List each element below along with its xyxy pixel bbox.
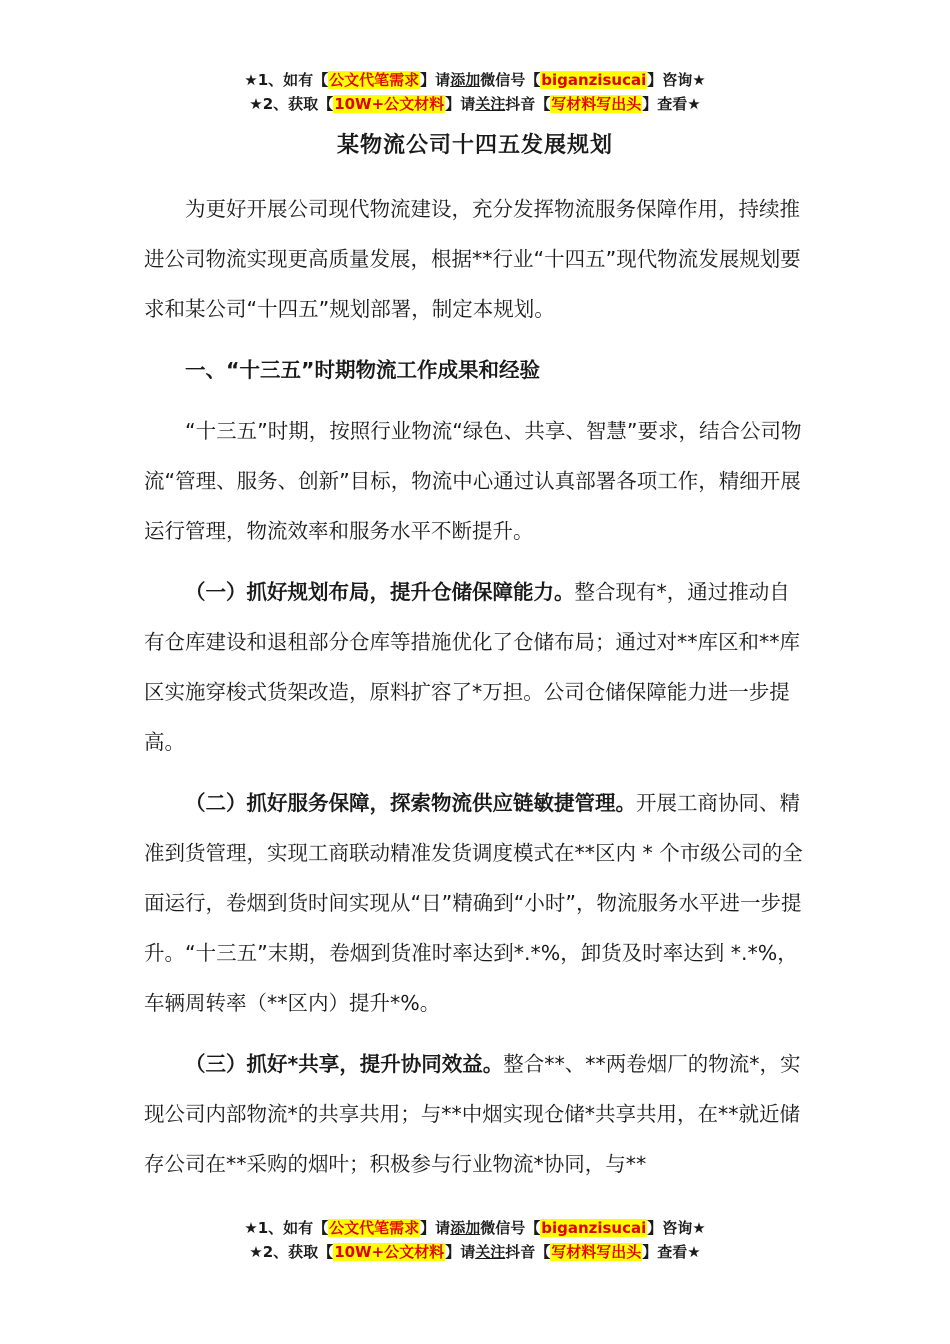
banner-text: 微信号【 <box>480 71 541 89</box>
banner-text: 】请 <box>420 1219 451 1237</box>
intro-paragraph: 为更好开展公司现代物流建设，充分发挥物流服务保障作用，持续推进公司物流实现更高质量发展，根据**行业“十四五”现代物流发展规划要求和某公司“十四五”规划部署，制定本规划。 <box>144 197 801 321</box>
banner-douyin-id: 写材料写出头 <box>551 1243 642 1261</box>
banner-line-2 <box>0 92 950 116</box>
banner-text: ★1、如有【 <box>244 71 329 89</box>
banner-wechat-id: biganzisucai <box>541 71 647 89</box>
item-lead: （三）抓好*共享，提升协同效益。 <box>185 1052 504 1076</box>
banner-text: 】查看★ <box>642 95 701 113</box>
document-title: 某物流公司十四五发展规划 <box>336 133 613 158</box>
banner-highlight: 10W+公文材料 <box>334 1243 445 1261</box>
banner-highlight: 公文代笔需求 <box>329 71 420 89</box>
banner-underline: 关注 <box>475 95 506 113</box>
banner-text: 】咨询★ <box>647 71 706 89</box>
item-text: 开展工商协同、精准到货管理，实现工商联动精准发货调度模式在**区内 * 个市级公司的全面运行，卷烟到货时间实现从“日”精确到“小时”，物流服务水平进一步提升。“十三五”末期，卷烟到货准时率达到*.*%，卸货及时率达到 *.*%，车辆周转率（**区内）提升*%。 <box>144 791 803 1015</box>
item-lead: （二）抓好服务保障，探索物流供应链敏捷管理。 <box>185 791 636 815</box>
banner-highlight: 10W+公文材料 <box>334 95 445 113</box>
item-paragraph-2 <box>144 778 808 1028</box>
banner-underline: 添加 <box>450 71 481 89</box>
banner-line-1 <box>0 1216 950 1240</box>
header-banner <box>0 68 950 116</box>
item-lead: （一）抓好规划布局，提升仓储保障能力。 <box>185 580 575 604</box>
banner-text: 抖音【 <box>505 1243 551 1261</box>
section-heading: 一、“十三五”时期物流工作成果和经验 <box>185 358 540 382</box>
document-body <box>144 184 808 1200</box>
item-paragraph-3 <box>144 1039 808 1189</box>
banner-text: ★2、获取【 <box>249 95 334 113</box>
banner-douyin-id: 写材料写出头 <box>551 95 642 113</box>
banner-wechat-id: biganzisucai <box>541 1219 647 1237</box>
banner-highlight: 公文代笔需求 <box>329 1219 420 1237</box>
banner-line-2 <box>0 1240 950 1264</box>
item-text: 整合**、**两卷烟厂的物流*，实现公司内部物流*的共享共用；与**中烟实现仓储*共享共用，在**就近储存公司在**采购的烟叶；积极参与行业物流*协同，与** <box>144 1052 801 1176</box>
banner-underline: 添加 <box>450 1219 481 1237</box>
banner-text: 微信号【 <box>480 1219 541 1237</box>
item-text: 整合现有*，通过推动自有仓库建设和退租部分仓库等措施优化了仓储布局；通过对**库区和**库区实施穿梭式货架改造，原料扩容了*万担。公司仓储保障能力进一步提高。 <box>144 580 800 754</box>
section-paragraph: “十三五”时期，按照行业物流“绿色、共享、智慧”要求，结合公司物流“管理、服务、创新”目标，物流中心通过认真部署各项工作，精细开展运行管理，物流效率和服务水平不断提升。 <box>144 419 802 543</box>
banner-line-1 <box>0 68 950 92</box>
banner-text: 抖音【 <box>505 95 551 113</box>
banner-text: 】咨询★ <box>647 1219 706 1237</box>
banner-text: 】请 <box>445 1243 476 1261</box>
banner-underline: 关注 <box>475 1243 506 1261</box>
banner-text: ★1、如有【 <box>244 1219 329 1237</box>
banner-text: 】请 <box>420 71 451 89</box>
banner-text: 】请 <box>445 95 476 113</box>
item-paragraph-1 <box>144 567 808 767</box>
banner-text: ★2、获取【 <box>249 1243 334 1261</box>
banner-text: 】查看★ <box>642 1243 701 1261</box>
footer-banner <box>0 1216 950 1264</box>
